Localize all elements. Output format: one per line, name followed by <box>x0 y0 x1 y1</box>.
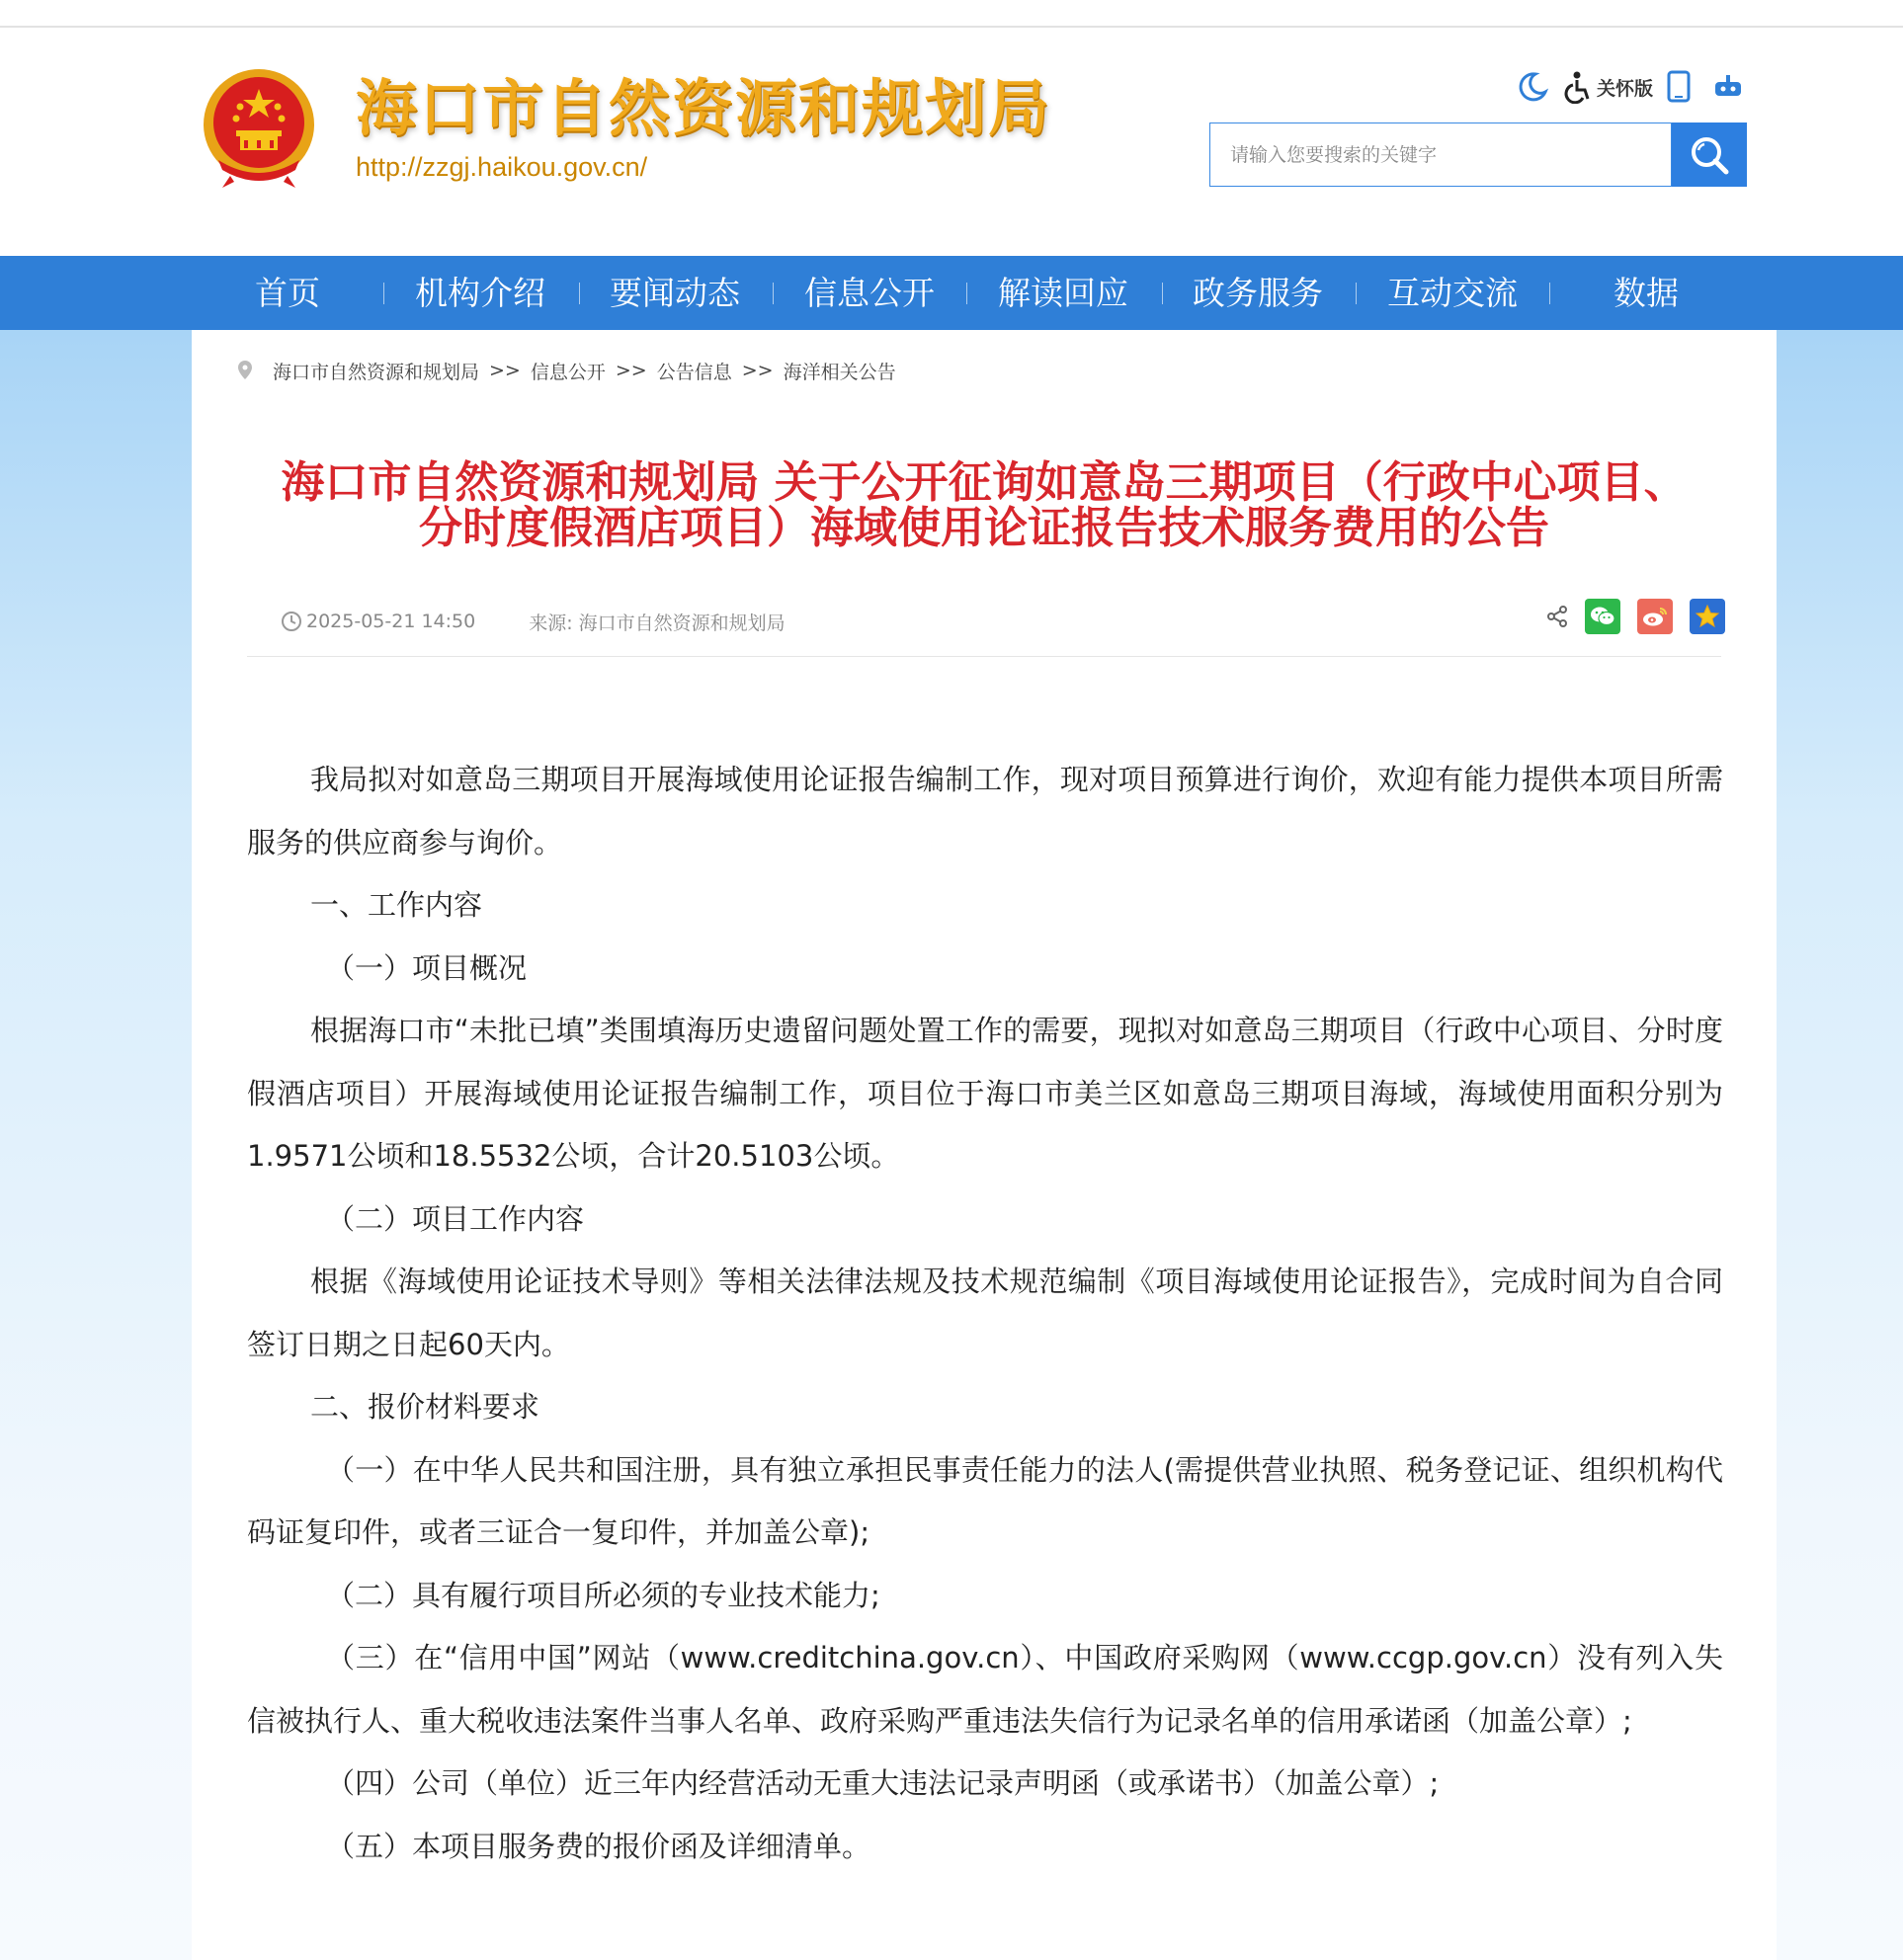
nav-divider <box>773 283 774 304</box>
nav-divider <box>966 283 967 304</box>
site-title[interactable]: 海口市自然资源和规划局 <box>356 72 1052 144</box>
nav-divider <box>1356 283 1357 304</box>
nav-divider <box>579 283 580 304</box>
article-container <box>192 330 1777 1960</box>
nav-item-data[interactable]: 数据 <box>1613 274 1679 312</box>
nav-divider <box>1162 283 1163 304</box>
robot-icon <box>1711 70 1745 104</box>
main-nav <box>0 256 1903 330</box>
article-body <box>247 749 1723 1878</box>
article-title-line: 分时度假酒店项目）海域使用论证报告技术服务费用的公告 <box>419 503 1549 553</box>
paragraph: 根据《海域使用论证技术导则》等相关法律法规及技术规范编制《项目海域使用论证报告》，完成时间为自合同签订日期之日起60天内。 <box>247 1265 1723 1361</box>
care-mode-label: 关怀版 <box>1597 77 1654 100</box>
location-pin-icon <box>235 360 255 381</box>
weibo-share-button[interactable] <box>1637 599 1673 634</box>
breadcrumb-item-disclosure[interactable]: 信息公开 <box>530 361 606 383</box>
mobile-button[interactable] <box>1666 69 1692 105</box>
nav-item-interpretation[interactable]: 解读回应 <box>998 274 1128 312</box>
meta-divider <box>247 656 1721 657</box>
share-icon <box>1545 605 1569 628</box>
breadcrumb <box>235 356 896 385</box>
wechat-icon <box>1589 605 1616 628</box>
wechat-share-button[interactable] <box>1585 599 1620 634</box>
nav-item-home[interactable]: 首页 <box>255 274 320 312</box>
nav-item-interaction[interactable]: 互动交流 <box>1387 274 1518 312</box>
paragraph: 根据海口市“未批已填”类围填海历史遗留问题处置工作的需要，现拟对如意岛三期项目（行政中心项目、分时度假酒店项目）开展海域使用论证报告编制工作，项目位于海口市美兰区如意岛三期项目海域，海域使用面积分别为1.9571公顷和18.5532公顷，合计20.5103公顷。 <box>247 1014 1723 1173</box>
breadcrumb-separator: >> <box>615 360 647 381</box>
weibo-icon <box>1641 605 1669 628</box>
section-heading: 一、工作内容 <box>310 888 483 922</box>
national-emblem-logo <box>201 67 317 190</box>
nav-item-news[interactable]: 要闻动态 <box>610 274 740 312</box>
nav-divider <box>1549 283 1550 304</box>
source-value: 海口市自然资源和规划局 <box>578 612 786 634</box>
breadcrumb-item-notices[interactable]: 公告信息 <box>656 361 732 383</box>
subsection-heading: （二）项目工作内容 <box>326 1201 585 1236</box>
search-input[interactable] <box>1210 123 1645 186</box>
publish-date: 2025-05-21 14:50 <box>306 611 476 632</box>
mobile-icon <box>1666 70 1692 104</box>
care-mode-button[interactable] <box>1563 69 1653 105</box>
search-button[interactable] <box>1672 122 1747 187</box>
nav-item-disclosure[interactable]: 信息公开 <box>804 274 935 312</box>
source-label: 来源: <box>529 612 573 634</box>
paragraph: 我局拟对如意岛三期项目开展海域使用论证报告编制工作，现对项目预算进行询价，欢迎有能力提供本项目所需服务的供应商参与询价。 <box>247 763 1723 859</box>
share-bar <box>1539 599 1727 636</box>
favorite-button[interactable] <box>1690 599 1725 634</box>
nav-divider <box>383 283 384 304</box>
requirement-item: （四）公司（单位）近三年内经营活动无重大违法记录声明函（或承诺书）（加盖公章）; <box>326 1766 1440 1800</box>
breadcrumb-separator: >> <box>741 360 774 381</box>
article-title <box>251 457 1717 553</box>
article-title-line: 海口市自然资源和规划局 关于公开征询如意岛三期项目（行政中心项目、 <box>281 457 1688 508</box>
breadcrumb-separator: >> <box>489 360 521 381</box>
requirement-item: （二）具有履行项目所必须的专业技术能力; <box>326 1578 880 1612</box>
clock-icon <box>281 611 302 632</box>
subsection-heading: （一）项目概况 <box>326 950 528 985</box>
accessibility-icon <box>1563 70 1593 104</box>
robot-button[interactable] <box>1711 69 1745 105</box>
nav-item-about[interactable]: 机构介绍 <box>415 274 545 312</box>
requirement-item: （五）本项目服务费的报价函及详细清单。 <box>326 1829 871 1863</box>
search-box <box>1209 122 1672 187</box>
site-url[interactable]: http://zzgj.haikou.gov.cn/ <box>356 152 648 182</box>
search-icon <box>1688 133 1731 177</box>
night-mode-icon <box>1516 70 1549 104</box>
breadcrumb-item-ocean-notices[interactable]: 海洋相关公告 <box>783 361 896 383</box>
night-mode-button[interactable] <box>1516 69 1549 105</box>
nav-item-services[interactable]: 政务服务 <box>1193 274 1323 312</box>
favorite-icon <box>1694 603 1721 630</box>
requirement-item: （一）在中华人民共和国注册，具有独立承担民事责任能力的法人(需提供营业执照、税务登记证、组织机构代码证复印件，或者三证合一复印件，并加盖公章); <box>247 1452 1723 1549</box>
requirement-item: （三）在“信用中国”网站（www.creditchina.gov.cn）、中国政府采购网（www.ccgp.gov.cn）没有列入失信被执行人、重大税收违法案件当事人名单、政府采购严重违法失信行为记录名单的信用承诺函（加盖公章）; <box>247 1641 1723 1738</box>
share-button[interactable] <box>1539 599 1575 634</box>
section-heading: 二、报价材料要求 <box>310 1390 540 1424</box>
breadcrumb-item-home[interactable]: 海口市自然资源和规划局 <box>273 361 480 383</box>
article-meta <box>281 607 786 636</box>
